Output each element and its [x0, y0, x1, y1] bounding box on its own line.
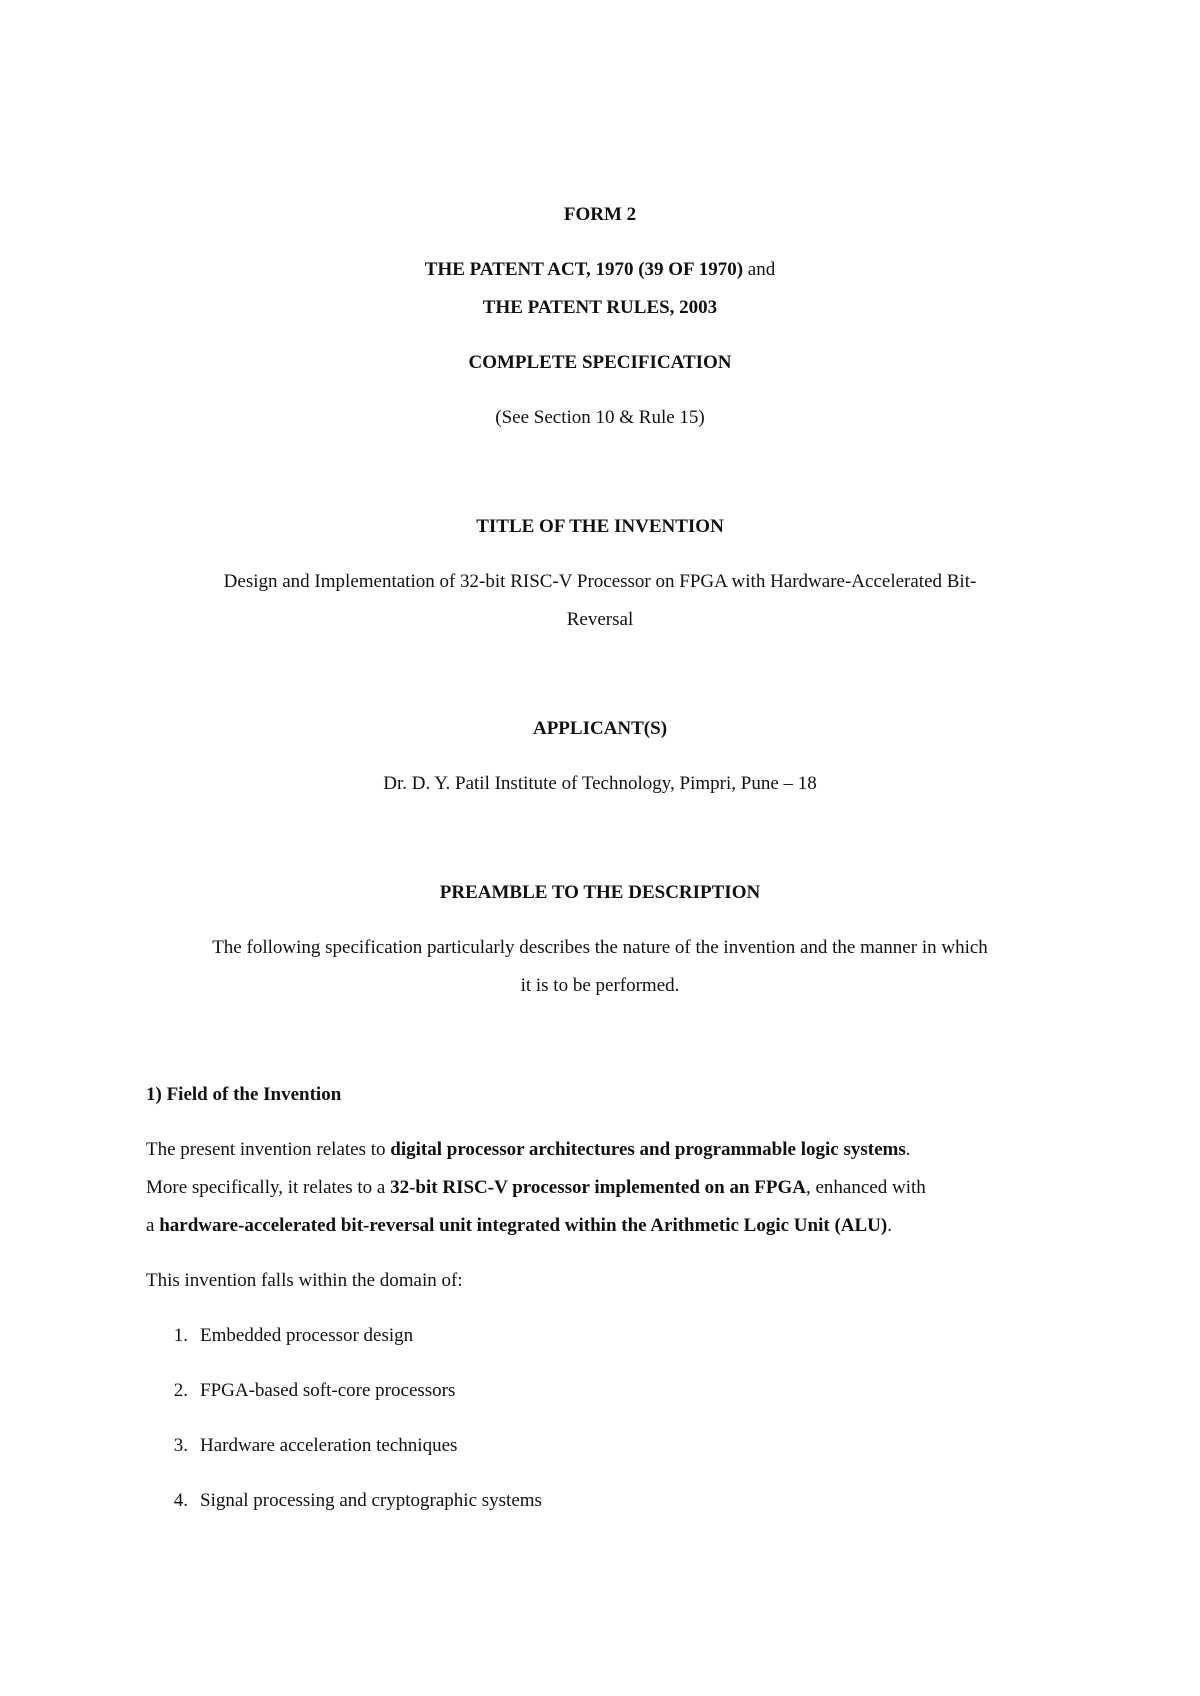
field-text: , enhanced with — [806, 1177, 926, 1198]
list-item — [146, 1482, 1046, 1520]
patent-act-line — [120, 251, 1080, 289]
list-item — [146, 1427, 1046, 1465]
applicant-heading: APPLICANT(S) — [532, 718, 668, 739]
field-para-line-2 — [146, 1169, 1066, 1207]
field-bold-text: hardware-accelerated bit-reversal unit integrated within the Arithmetic Logic Unit (ALU) — [159, 1215, 888, 1236]
list-number: 1. — [173, 1325, 188, 1346]
field-text: The present invention relates to — [146, 1139, 391, 1160]
field-text: More specifically, it relates to a — [146, 1177, 391, 1198]
field-text: a — [146, 1215, 160, 1236]
list-item — [146, 1317, 1046, 1355]
applicant-value: Dr. D. Y. Patil Institute of Technology, Pimpri, Pune – 18 — [383, 773, 817, 794]
field-text: . — [905, 1139, 911, 1160]
field-bold-text: 32-bit RISC-V processor implemented on an FPGA — [390, 1177, 806, 1198]
domain-intro: This invention falls within the domain of: — [146, 1270, 463, 1291]
patent-rules-line: THE PATENT RULES, 2003 — [482, 297, 718, 318]
list-text: Embedded processor design — [200, 1325, 414, 1346]
patent-act-text: THE PATENT ACT, 1970 (39 OF 1970) — [424, 259, 744, 280]
list-item — [146, 1372, 1046, 1410]
field-para-line-3 — [146, 1207, 1066, 1245]
list-number: 4. — [173, 1490, 188, 1511]
field-para-line-1 — [146, 1131, 1066, 1169]
patent-act-and: and — [743, 259, 776, 280]
list-text: Signal processing and cryptographic systems — [200, 1490, 542, 1511]
list-text: FPGA-based soft-core processors — [200, 1380, 456, 1401]
title-heading: TITLE OF THE INVENTION — [476, 516, 724, 537]
preamble-line-2: it is to be performed. — [520, 975, 680, 996]
preamble-line-1: The following specification particularly describes the nature of the invention and the manner in which — [212, 937, 988, 958]
form-title: FORM 2 — [563, 204, 637, 225]
list-number: 3. — [173, 1435, 188, 1456]
list-number: 2. — [173, 1380, 188, 1401]
field-bold-text: digital processor architectures and programmable logic systems — [390, 1139, 906, 1160]
preamble-heading: PREAMBLE TO THE DESCRIPTION — [439, 882, 761, 903]
see-section-note: (See Section 10 & Rule 15) — [495, 407, 705, 428]
complete-spec-heading: COMPLETE SPECIFICATION — [468, 352, 732, 373]
field-heading: 1) Field of the Invention — [146, 1084, 342, 1105]
title-line-2: Reversal — [566, 609, 634, 630]
list-text: Hardware acceleration techniques — [200, 1435, 458, 1456]
title-line-1: Design and Implementation of 32-bit RISC-V Processor on FPGA with Hardware-Accelerated Bit- — [223, 571, 977, 592]
field-text: . — [887, 1215, 892, 1236]
